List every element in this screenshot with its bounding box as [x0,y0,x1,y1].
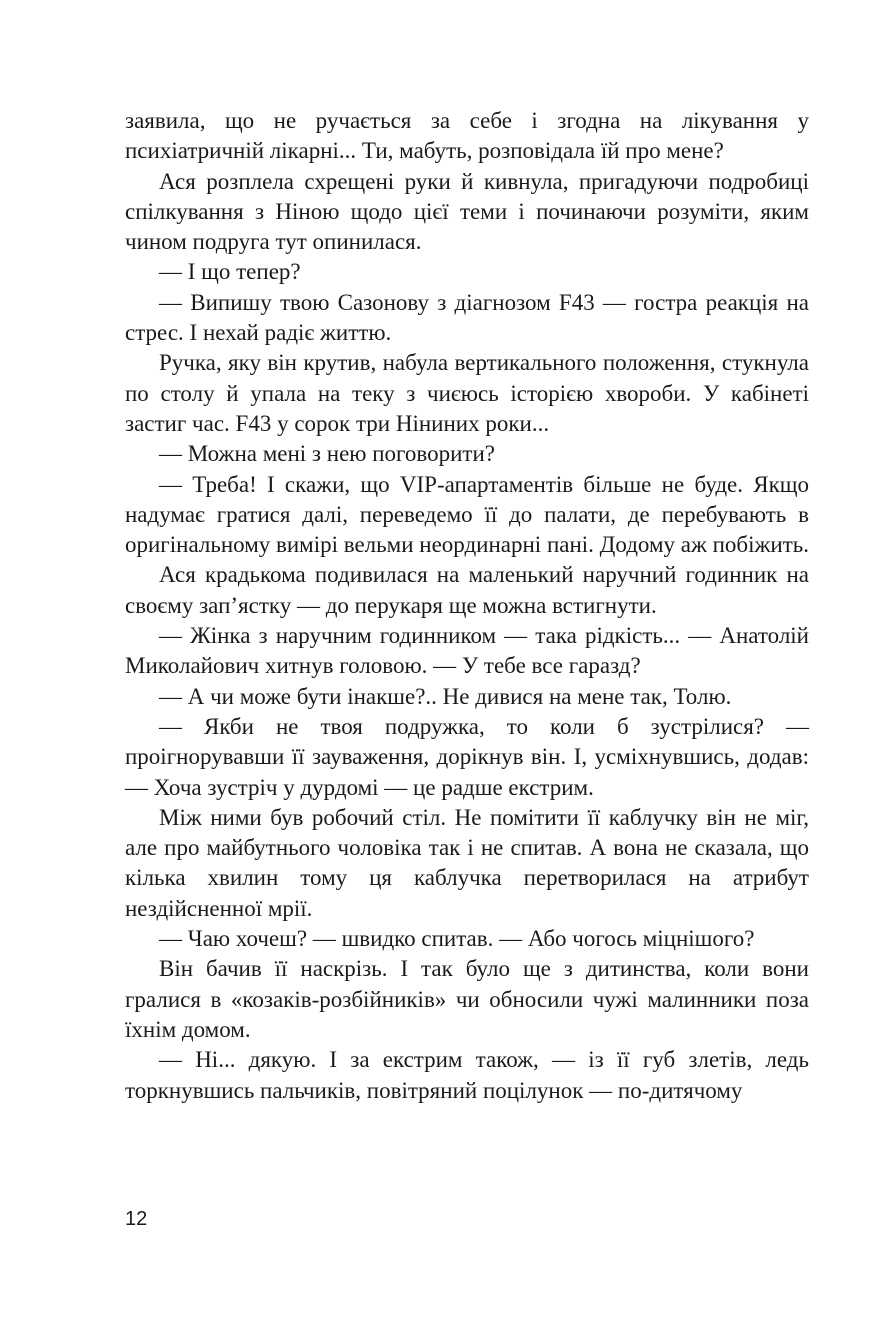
paragraph: — Ні... дякую. І за екстрим також, — із її губ злетів, ледь торкнувшись пальчиків, повітряний поцілунок — по-дитячому [125,1047,809,1103]
paragraph: — Випишу твою Сазонову з діагнозом F43 — гостра реакція на стрес. І нехай радіє життю. [125,289,809,346]
page-body [125,106,809,1106]
paragraph: — Якби не твоя подружка, то коли б зустрілися? — проігнорувавши її зауваження, дорікнув він. І, усміхнувшись, додав: — Хоча зустріч у дурдомі — це радше екстрим. [125,713,809,800]
paragraph: — І що тепер? [159,259,301,285]
paragraph: — Можна мені з нею поговорити? [159,441,495,467]
paragraph: Ася крадькома подивилася на маленький наручний годинник на своєму зап’ястку — до перукаря ще можна встигнути. [125,562,809,618]
paragraph: — А чи може бути інакше?.. Не дивися на мене так, Толю. [159,683,732,709]
paragraph: Ася розплела схрещені руки й кивнула, пригадуючи подробиці спілкування з Ніною щодо цієї теми і починаючи розуміти, яким чином подруга тут опинилася. [125,168,809,255]
paragraph: заявила, що не ручається за себе і згодна на лікування у психіатричній лікарні... Ти, мабуть, розповідала їй про мене? [125,108,809,164]
paragraph: — Треба! І скажи, що VIP-апартаментів більше не буде. Якщо надумає гратися далі, переведемо її до палати, де перебувають в оригінальному вимірі вельми неординарні пані. Додому аж побіжить. [125,471,810,558]
page-number: 12 [125,1208,148,1230]
paragraph: Він бачив її наскрізь. І так було ще з дитинства, коли вони гралися в «козаків-розбійників» чи обносили чужі малинники поза їхнім домом. [125,956,809,1042]
paragraph: Ручка, яку він крутив, набула вертикального положення, стукнула по столу й упала на теку з чиєюсь історією хвороби. У кабінеті застиг час. F43 у сорок три Ніниних роки... [125,350,809,436]
paragraph: — Чаю хочеш? — швидко спитав. — Або чогось міцнішого? [159,926,755,952]
paragraph: — Жінка з наручним годинником — така рідкість... — Анатолій Миколайович хитнув головою. — У тебе все гаразд? [125,623,809,679]
paragraph: Між ними був робочий стіл. Не помітити її каблучку він не міг, але про майбутнього чоловіка так і не спитав. А вона не сказала, що кілька хвилин тому ця каблучка перетворилася на атрибут нездійсненної мрії. [125,804,809,921]
